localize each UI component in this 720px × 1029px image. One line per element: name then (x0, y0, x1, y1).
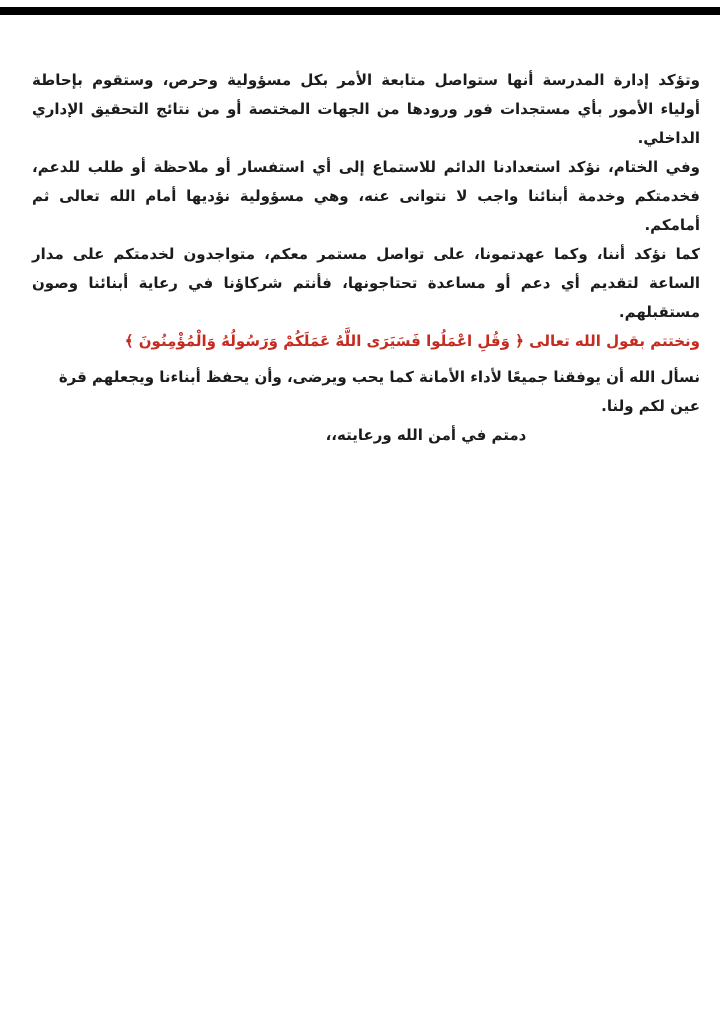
paragraph-closing-readiness: وفي الختام، نؤكد استعدادنا الدائم للاستماع إلى أي استفسار أو ملاحظة أو طلب للدعم، فخدمتكم وخدمة أبنائنا واجب لا نتوانى عنه، وهي مسؤولية نؤديها أمام الله تعالى ثم أمامكم. (32, 158, 700, 234)
closing-salutation: دمتم في أمن الله ورعايته،، (325, 426, 527, 444)
paragraph-followup-assurance: وتؤكد إدارة المدرسة أنها ستواصل متابعة الأمر بكل مسؤولية وحرص، وستقوم بإحاطة أولياء الأمور بأي مستجدات فور ورودها من الجهات المختصة أو من نتائج التحقيق الإداري الداخلي. (32, 71, 700, 147)
paragraph-continuous-contact: كما نؤكد أننا، وكما عهدتمونا، على تواصل مستمر معكم، متواجدون لخدمتكم على مدار الساعة لتقديم أي دعم أو مساعدة تحتاجونها، فأنتم شركاؤنا في رعاية أبنائنا وصون مستقبلهم. (32, 245, 700, 321)
top-border-line (0, 7, 720, 15)
quran-verse-line: ونختتم بقول الله تعالى ﴿ وَقُلِ اعْمَلُوا فَسَيَرَى اللَّهُ عَمَلَكُمْ وَرَسُولُهُ وَالْمُؤْمِنُونَ ﴾ (124, 332, 700, 350)
paragraph-prayer: نسأل الله أن يوفقنا جميعًا لأداء الأمانة كما يحب ويرضى، وأن يحفظ أبناءنا ويجعلهم قرة عين لكم ولنا. (58, 368, 700, 415)
letter-body (32, 66, 700, 450)
